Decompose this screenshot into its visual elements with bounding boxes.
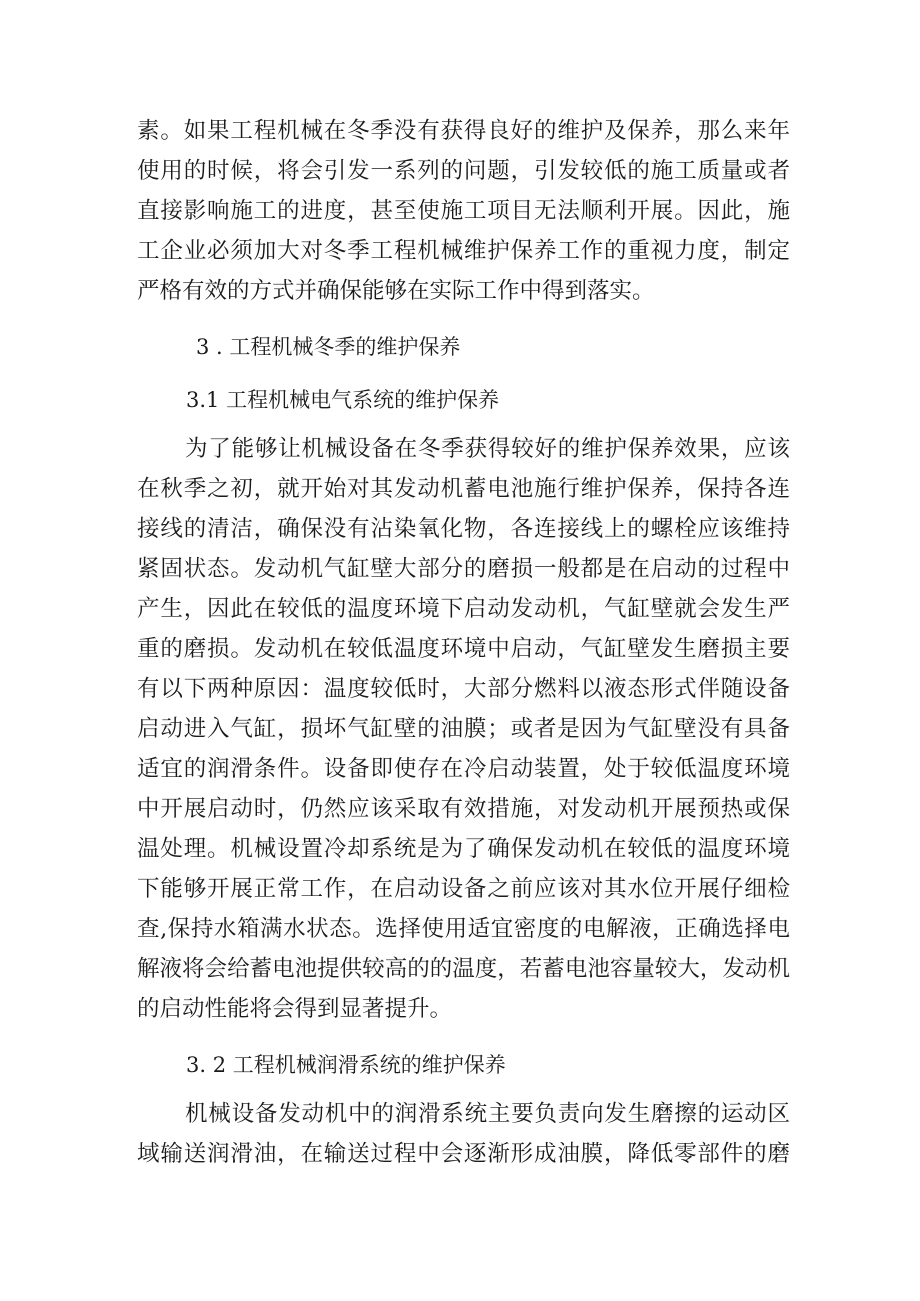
paragraph-line: 适宜的润滑条件。设备即使存在冷启动装置，处于较低温度环境	[137, 756, 790, 782]
paragraph-line: 有以下两种原因：温度较低时，大部分燃料以液态形式伴随设备	[137, 676, 790, 702]
paragraph-line: 为了能够让机械设备在冬季获得较好的维护保养效果，应该	[185, 436, 790, 462]
paragraph-line: 产生，因此在较低的温度环境下启动发动机，气缸壁就会发生严	[137, 596, 790, 622]
paragraph-line: 启动进入气缸，损坏气缸壁的油膜；或者是因为气缸壁没有具备	[137, 716, 790, 742]
paragraph-line: 直接影响施工的进度，甚至使施工项目无法顺利开展。因此，施	[137, 198, 790, 224]
paragraph-line: 重的磨损。发动机在较低温度环境中启动，气缸壁发生磨损主要	[137, 636, 790, 662]
paragraph-line: 的启动性能将会得到显著提升。	[137, 996, 453, 1022]
paragraph-line: 使用的时候，将会引发一系列的问题，引发较低的施工质量或者	[137, 158, 790, 184]
paragraph-line: 机械设备发动机中的润滑系统主要负责向发生磨擦的运动区	[185, 1101, 790, 1127]
paragraph-line: 中开展启动时，仍然应该采取有效措施，对发动机开展预热或保	[137, 796, 790, 822]
paragraph-line: 域输送润滑油，在输送过程中会逐渐形成油膜，降低零部件的磨	[137, 1141, 790, 1167]
paragraph-line: 接线的清洁，确保没有沾染氧化物，各连接线上的螺栓应该维持	[137, 516, 790, 542]
section-heading-3: 3 . 工程机械冬季的维护保养	[196, 335, 461, 359]
paragraph-line: 查,保持水箱满水状态。选择使用适宜密度的电解液，正确选择电	[137, 916, 790, 942]
paragraph-line: 下能够开展正常工作，在启动设备之前应该对其水位开展仔细检	[137, 876, 790, 902]
paragraph-line: 紧固状态。发动机气缸壁大部分的磨损一般都是在启动的过程中	[137, 556, 790, 582]
paragraph-line: 解液将会给蓄电池提供较高的的温度，若蓄电池容量较大，发动机	[137, 956, 790, 982]
subsection-heading-3-2: 3. 2 工程机械润滑系统的维护保养	[186, 1053, 506, 1077]
paragraph-line: 温处理。机械设置冷却系统是为了确保发动机在较低的温度环境	[137, 836, 790, 862]
subsection-heading-3-1: 3.1 工程机械电气系统的维护保养	[186, 388, 500, 412]
paragraph-line: 工企业必须加大对冬季工程机械维护保养工作的重视力度，制定	[137, 238, 790, 264]
paragraph-line: 严格有效的方式并确保能够在实际工作中得到落实。	[137, 278, 655, 304]
paragraph-line: 素。如果工程机械在冬季没有获得良好的维护及保养，那么来年	[137, 118, 790, 144]
paragraph-line: 在秋季之初，就开始对其发动机蓄电池施行维护保养，保持各连	[137, 476, 790, 502]
